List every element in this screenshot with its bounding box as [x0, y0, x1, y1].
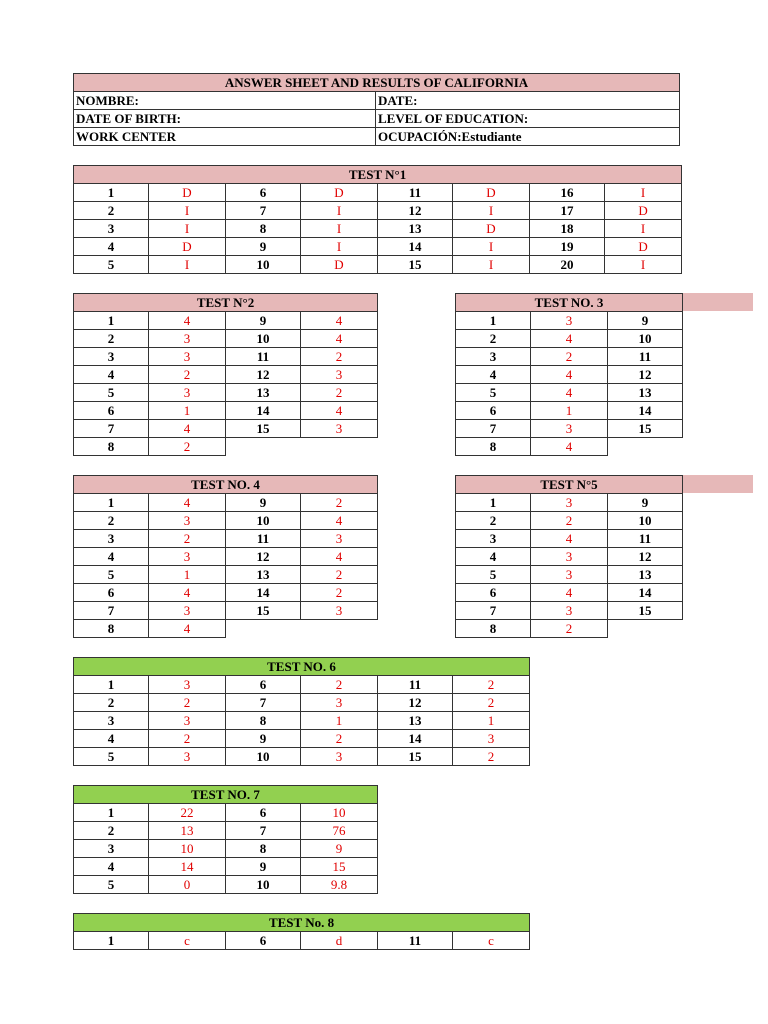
answer-value: 1	[149, 566, 226, 584]
answer-value: 3	[149, 712, 226, 730]
table-row	[456, 402, 683, 420]
test-6-table	[73, 657, 530, 766]
question-number: 11	[378, 184, 453, 202]
answer-value: 2	[149, 694, 226, 712]
answer-value: 1	[531, 402, 608, 420]
test-4-title: TEST NO. 4	[74, 476, 378, 494]
answer-value: 3	[531, 494, 608, 512]
question-number: 10	[608, 330, 683, 348]
table-row	[456, 384, 683, 402]
question-number: 4	[74, 730, 149, 748]
question-number: 6	[456, 402, 531, 420]
table-row	[456, 312, 683, 330]
question-number: 7	[226, 694, 301, 712]
answer-value: 4	[301, 312, 378, 330]
test-5-table	[455, 475, 683, 638]
question-number: 11	[378, 676, 453, 694]
question-number: 5	[456, 566, 531, 584]
answer-value: 15	[301, 858, 378, 876]
answer-value: 4	[301, 402, 378, 420]
table-row	[74, 512, 378, 530]
table-row	[74, 584, 378, 602]
question-number: 5	[456, 384, 531, 402]
question-number: 15	[608, 602, 683, 620]
question-number: 3	[456, 530, 531, 548]
answer-value: 4	[301, 548, 378, 566]
answer-value: 9	[301, 840, 378, 858]
answer-value: 2	[149, 438, 226, 456]
answer-value: 4	[531, 584, 608, 602]
answer-value: 2	[453, 694, 530, 712]
table-row	[74, 402, 378, 420]
question-number	[608, 620, 683, 638]
answer-value: 3	[531, 312, 608, 330]
question-number: 17	[530, 202, 605, 220]
answer-value: D	[301, 184, 378, 202]
answer-value: D	[605, 238, 682, 256]
answer-value: 3	[149, 384, 226, 402]
question-number: 8	[74, 438, 149, 456]
answer-value: D	[605, 202, 682, 220]
question-number: 3	[74, 348, 149, 366]
answer-value: 3	[301, 420, 378, 438]
table-row	[456, 530, 683, 548]
test-8-title: TEST No. 8	[74, 914, 530, 932]
question-number: 1	[74, 184, 149, 202]
test-2-table	[73, 293, 378, 456]
question-number: 9	[226, 858, 301, 876]
answer-value: 2	[301, 348, 378, 366]
question-number: 1	[74, 676, 149, 694]
question-number: 3	[456, 348, 531, 366]
table-row	[74, 330, 378, 348]
question-number: 6	[226, 804, 301, 822]
question-number: 11	[608, 530, 683, 548]
birth-date-field-label: DATE OF BIRTH:	[74, 110, 376, 128]
answer-value: 3	[301, 530, 378, 548]
table-row	[456, 584, 683, 602]
question-number: 9	[226, 494, 301, 512]
question-number: 1	[74, 312, 149, 330]
question-number: 2	[74, 694, 149, 712]
table-row	[74, 184, 682, 202]
answer-value: 76	[301, 822, 378, 840]
question-number: 9	[226, 238, 301, 256]
table-row	[74, 312, 378, 330]
table-row	[74, 876, 378, 894]
question-number: 14	[378, 238, 453, 256]
answer-value: 4	[531, 330, 608, 348]
table-row	[74, 804, 378, 822]
answer-value: 2	[301, 676, 378, 694]
answer-value: I	[301, 202, 378, 220]
test-4-table	[73, 475, 378, 638]
question-number: 15	[378, 748, 453, 766]
answer-value: 13	[149, 822, 226, 840]
question-number: 3	[74, 530, 149, 548]
table-row	[74, 730, 530, 748]
question-number: 10	[226, 330, 301, 348]
question-number: 10	[608, 512, 683, 530]
answer-value: 3	[149, 676, 226, 694]
answer-value: D	[149, 184, 226, 202]
question-number: 1	[74, 932, 149, 950]
header-table	[73, 73, 680, 146]
table-row	[456, 438, 683, 456]
answer-value: 1	[149, 402, 226, 420]
answer-value: I	[149, 202, 226, 220]
question-number: 4	[456, 548, 531, 566]
question-number: 7	[74, 602, 149, 620]
question-number: 13	[226, 384, 301, 402]
answer-value: 4	[149, 312, 226, 330]
table-row	[74, 712, 530, 730]
test-1-table	[73, 165, 682, 274]
question-number: 13	[226, 566, 301, 584]
answer-value: 2	[301, 584, 378, 602]
test-1-title: TEST N°1	[74, 166, 682, 184]
test-3-table	[455, 293, 683, 456]
answer-value: 4	[531, 384, 608, 402]
question-number: 19	[530, 238, 605, 256]
answer-value: 3	[149, 330, 226, 348]
answer-value: 2	[149, 530, 226, 548]
answer-value: 2	[453, 676, 530, 694]
table-row	[74, 602, 378, 620]
question-number: 20	[530, 256, 605, 274]
table-row	[74, 438, 378, 456]
answer-value: I	[149, 220, 226, 238]
answer-value: 3	[149, 348, 226, 366]
answer-value: 4	[149, 494, 226, 512]
answer-value: 22	[149, 804, 226, 822]
answer-value: 0	[149, 876, 226, 894]
table-row	[456, 348, 683, 366]
answer-value: 1	[453, 712, 530, 730]
question-number: 4	[74, 366, 149, 384]
answer-value: 14	[149, 858, 226, 876]
question-number: 11	[608, 348, 683, 366]
table-row	[456, 494, 683, 512]
question-number	[226, 620, 301, 638]
question-number: 4	[74, 548, 149, 566]
table-row	[456, 566, 683, 584]
answer-value: 3	[301, 748, 378, 766]
question-number: 6	[74, 584, 149, 602]
question-number: 12	[378, 202, 453, 220]
question-number: 7	[456, 602, 531, 620]
question-number: 12	[378, 694, 453, 712]
question-number: 2	[74, 822, 149, 840]
table-row	[74, 748, 530, 766]
answer-value: 2	[149, 730, 226, 748]
answer-value: 3	[149, 512, 226, 530]
answer-value: 3	[301, 366, 378, 384]
question-number: 3	[74, 840, 149, 858]
question-number: 2	[456, 330, 531, 348]
question-number: 8	[74, 620, 149, 638]
question-number: 7	[226, 202, 301, 220]
question-number: 5	[74, 748, 149, 766]
table-row	[74, 822, 378, 840]
question-number: 13	[378, 220, 453, 238]
question-number: 1	[74, 494, 149, 512]
question-number: 13	[608, 566, 683, 584]
answer-value: I	[301, 238, 378, 256]
question-number: 2	[74, 202, 149, 220]
answer-value: c	[453, 932, 530, 950]
question-number: 2	[456, 512, 531, 530]
question-number: 3	[74, 220, 149, 238]
answer-value: 2	[531, 348, 608, 366]
question-number: 4	[456, 366, 531, 384]
test-2-title: TEST N°2	[74, 294, 378, 312]
table-row	[456, 366, 683, 384]
table-row	[74, 220, 682, 238]
answer-value: 3	[531, 548, 608, 566]
question-number: 5	[74, 256, 149, 274]
answer-value: 3	[531, 566, 608, 584]
answer-value: I	[605, 256, 682, 274]
question-number: 8	[456, 620, 531, 638]
table-row	[456, 420, 683, 438]
table-row	[74, 384, 378, 402]
question-number: 5	[74, 566, 149, 584]
answer-value: I	[605, 220, 682, 238]
table-row	[74, 840, 378, 858]
question-number: 15	[608, 420, 683, 438]
answer-value: 4	[301, 512, 378, 530]
date-field-label: DATE:	[376, 92, 680, 110]
question-number	[608, 438, 683, 456]
answer-value: 9.8	[301, 876, 378, 894]
question-number: 2	[74, 512, 149, 530]
answer-value: 4	[149, 620, 226, 638]
table-row	[74, 932, 530, 950]
table-row	[456, 330, 683, 348]
answer-value: 1	[301, 712, 378, 730]
test-3-header-extension	[679, 293, 753, 311]
question-number: 12	[226, 548, 301, 566]
table-row	[74, 348, 378, 366]
table-row	[456, 512, 683, 530]
answer-value: 3	[149, 548, 226, 566]
education-field-label: LEVEL OF EDUCATION:	[376, 110, 680, 128]
answer-value: 4	[531, 438, 608, 456]
answer-value: I	[453, 256, 530, 274]
answer-value: I	[605, 184, 682, 202]
answer-value: 2	[301, 494, 378, 512]
question-number: 5	[74, 384, 149, 402]
table-row	[456, 620, 683, 638]
question-number: 14	[608, 402, 683, 420]
answer-value: 3	[149, 748, 226, 766]
name-field-label: NOMBRE:	[74, 92, 376, 110]
question-number: 11	[226, 530, 301, 548]
answer-value: 4	[149, 584, 226, 602]
question-number: 13	[378, 712, 453, 730]
occupation-field-label: OCUPACIÓN:Estudiante	[376, 128, 680, 146]
answer-value: 2	[453, 748, 530, 766]
question-number: 10	[226, 876, 301, 894]
table-row	[74, 530, 378, 548]
answer-value: 3	[531, 420, 608, 438]
answer-value: I	[149, 256, 226, 274]
table-row	[74, 494, 378, 512]
question-number: 15	[226, 420, 301, 438]
question-number: 7	[226, 822, 301, 840]
answer-value: 3	[301, 694, 378, 712]
table-row	[74, 566, 378, 584]
question-number: 6	[226, 676, 301, 694]
answer-value: 4	[149, 420, 226, 438]
question-number: 11	[226, 348, 301, 366]
question-number: 10	[226, 748, 301, 766]
answer-value: I	[453, 202, 530, 220]
question-number: 18	[530, 220, 605, 238]
question-number: 7	[74, 420, 149, 438]
question-number: 13	[608, 384, 683, 402]
question-number	[226, 438, 301, 456]
test-8-table	[73, 913, 530, 950]
question-number: 4	[74, 238, 149, 256]
table-row	[456, 548, 683, 566]
answer-value: 3	[531, 602, 608, 620]
answer-value: 4	[531, 530, 608, 548]
question-number: 2	[74, 330, 149, 348]
question-number: 14	[378, 730, 453, 748]
answer-value: 3	[453, 730, 530, 748]
answer-value: I	[453, 238, 530, 256]
table-row	[74, 676, 530, 694]
answer-value: D	[453, 220, 530, 238]
question-number: 6	[226, 184, 301, 202]
answer-value: 2	[149, 366, 226, 384]
answer-value: I	[301, 220, 378, 238]
answer-value: D	[453, 184, 530, 202]
question-number: 14	[226, 584, 301, 602]
answer-value: 2	[531, 512, 608, 530]
test-6-title: TEST NO. 6	[74, 658, 530, 676]
question-number: 4	[74, 858, 149, 876]
test-5-header-extension	[679, 475, 753, 493]
question-number: 15	[226, 602, 301, 620]
answer-value	[301, 620, 378, 638]
table-row	[74, 620, 378, 638]
answer-value: 10	[149, 840, 226, 858]
table-row	[74, 238, 682, 256]
answer-value: d	[301, 932, 378, 950]
answer-value: 2	[301, 384, 378, 402]
answer-value: D	[149, 238, 226, 256]
answer-value: D	[301, 256, 378, 274]
test-7-title: TEST NO. 7	[74, 786, 378, 804]
answer-value: 4	[301, 330, 378, 348]
question-number: 10	[226, 512, 301, 530]
table-row	[74, 256, 682, 274]
work-center-field-label: WORK CENTER	[74, 128, 376, 146]
question-number: 1	[74, 804, 149, 822]
answer-value: 10	[301, 804, 378, 822]
question-number: 7	[456, 420, 531, 438]
test-3-title: TEST NO. 3	[456, 294, 683, 312]
answer-value: 2	[301, 730, 378, 748]
sheet-title: ANSWER SHEET AND RESULTS OF CALIFORNIA	[74, 74, 680, 92]
table-row	[74, 420, 378, 438]
table-row	[74, 858, 378, 876]
table-row	[74, 548, 378, 566]
table-row	[74, 366, 378, 384]
question-number: 12	[608, 548, 683, 566]
question-number: 6	[456, 584, 531, 602]
test-7-table	[73, 785, 378, 894]
question-number: 8	[456, 438, 531, 456]
question-number: 11	[378, 932, 453, 950]
question-number: 8	[226, 840, 301, 858]
table-row	[74, 202, 682, 220]
answer-value: c	[149, 932, 226, 950]
answer-value: 3	[301, 602, 378, 620]
answer-value: 3	[149, 602, 226, 620]
question-number: 3	[74, 712, 149, 730]
question-number: 9	[608, 312, 683, 330]
table-row	[456, 602, 683, 620]
question-number: 1	[456, 494, 531, 512]
question-number: 9	[608, 494, 683, 512]
question-number: 6	[226, 932, 301, 950]
answer-value: 2	[301, 566, 378, 584]
question-number: 14	[226, 402, 301, 420]
question-number: 15	[378, 256, 453, 274]
question-number: 14	[608, 584, 683, 602]
question-number: 1	[456, 312, 531, 330]
question-number: 12	[226, 366, 301, 384]
answer-value: 4	[531, 366, 608, 384]
answer-value: 2	[531, 620, 608, 638]
answer-value	[301, 438, 378, 456]
question-number: 10	[226, 256, 301, 274]
question-number: 9	[226, 312, 301, 330]
question-number: 5	[74, 876, 149, 894]
question-number: 8	[226, 712, 301, 730]
question-number: 16	[530, 184, 605, 202]
question-number: 9	[226, 730, 301, 748]
question-number: 8	[226, 220, 301, 238]
table-row	[74, 694, 530, 712]
question-number: 12	[608, 366, 683, 384]
question-number: 6	[74, 402, 149, 420]
test-5-title: TEST N°5	[456, 476, 683, 494]
